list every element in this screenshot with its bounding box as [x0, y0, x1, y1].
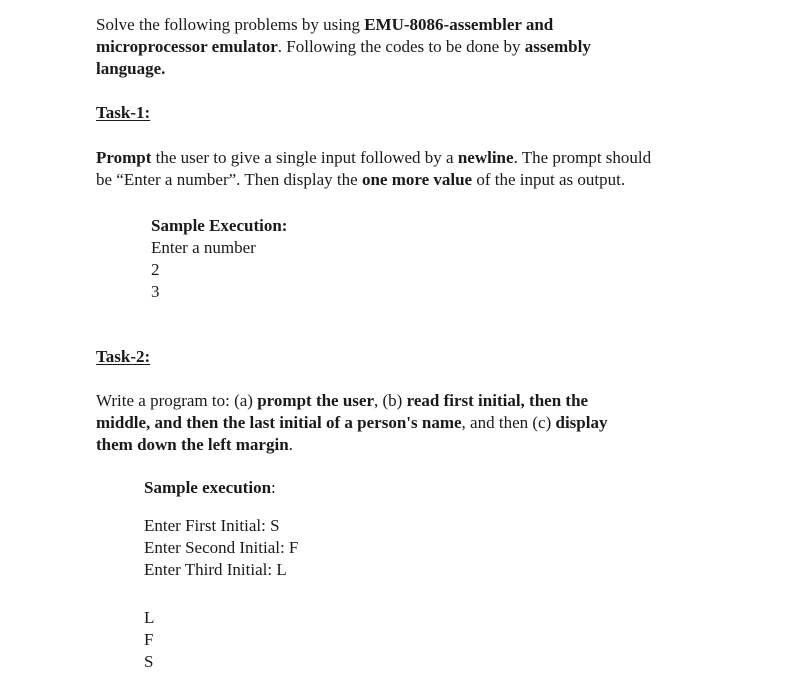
task2-output-line: L	[144, 608, 155, 627]
task2-output-line: S	[144, 652, 154, 671]
task2-text: Write a program to: (a)	[96, 391, 258, 410]
task1-text: the user to give a single input followed by a	[151, 148, 458, 167]
task2-bold-middle-last: middle, and then the last initial of a person's name	[96, 413, 462, 432]
intro-line-1	[96, 14, 591, 36]
task2-bold-read-initial: read first initial, then the	[406, 391, 589, 410]
intro-text: . Following the codes to be done by	[277, 37, 525, 56]
task2-description	[96, 390, 607, 456]
task2-input-line: Enter Third Initial: L	[144, 560, 287, 579]
intro-line-3	[96, 58, 591, 80]
task1-sample-title: Sample Execution:	[151, 216, 288, 235]
task1-sample-line: 2	[151, 260, 160, 279]
intro-bold-emulator: microprocessor emulator	[96, 37, 278, 56]
task2-text: , (b)	[374, 391, 407, 410]
task2-text: .	[288, 435, 293, 454]
task2-text: , and then (c)	[461, 413, 556, 432]
task1-bold-newline: newline	[457, 148, 514, 167]
intro-bold-tool: EMU-8086-assembler and	[364, 15, 554, 34]
task1-heading-text: Task-1:	[96, 103, 151, 122]
intro-bold-language: language.	[96, 59, 166, 78]
task2-sample-outputs	[144, 607, 154, 673]
task2-heading	[96, 346, 150, 368]
task1-text: of the input as output.	[472, 170, 626, 189]
task2-bold-left-margin: them down the left margin	[96, 435, 289, 454]
intro-line-2	[96, 36, 591, 58]
intro-bold-assembly: assembly	[524, 37, 591, 56]
task2-sample-title-colon: :	[271, 478, 276, 497]
task1-heading	[96, 102, 150, 124]
task2-sample-title	[144, 477, 276, 499]
task1-bold-one-more-value: one more value	[361, 170, 473, 189]
task2-output-line: F	[144, 630, 154, 649]
task1-sample-execution	[151, 215, 287, 303]
task2-input-line: Enter First Initial: S	[144, 516, 280, 535]
task2-sample-inputs	[144, 515, 298, 581]
task2-heading-text: Task-2:	[96, 347, 151, 366]
task2-input-line: Enter Second Initial: F	[144, 538, 299, 557]
task2-line-2	[96, 412, 607, 434]
task2-line-1	[96, 390, 607, 412]
task2-bold-prompt-user: prompt the user	[257, 391, 375, 410]
task2-line-3	[96, 434, 607, 456]
intro-text: Solve the following problems by using	[96, 15, 365, 34]
task1-text: be “Enter a number”. Then display the	[96, 170, 362, 189]
task1-text: . The prompt should	[513, 148, 652, 167]
intro-paragraph	[96, 14, 591, 80]
task1-line-2	[96, 169, 651, 191]
task1-bold-prompt: Prompt	[96, 148, 152, 167]
task1-description	[96, 147, 651, 191]
task1-sample-line: Enter a number	[151, 238, 256, 257]
task2-sample-title-text: Sample execution	[144, 478, 272, 497]
task1-line-1	[96, 147, 651, 169]
task1-sample-line: 3	[151, 282, 160, 301]
task2-bold-display: display	[555, 413, 608, 432]
